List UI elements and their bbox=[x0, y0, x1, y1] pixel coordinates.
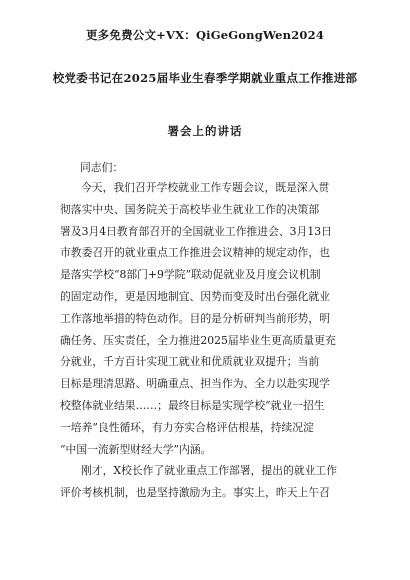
text-line: 彻落实中央、国务院关于高校毕业生就业工作的决策部 bbox=[60, 202, 320, 216]
text-line: 一培养”良性循环，有力夯实合格评估根基，持续况淀 bbox=[60, 420, 314, 434]
document-title-line-1: 校党委书记在2025届毕业生春季学期就业重点工作推进部 bbox=[52, 71, 358, 85]
paragraph-2 bbox=[60, 460, 350, 504]
text-line: 是落实学校“8部门+9学院”联动促就业及月度会议机制 bbox=[60, 268, 321, 282]
text-line: 的固定动作，更是因地制宜、因势而变及时出台强化就业 bbox=[60, 289, 330, 303]
paragraph-1 bbox=[60, 177, 350, 460]
text-line: 确任务、压实责任，全力推进2025届毕业生更高质量更充 bbox=[60, 333, 336, 347]
text-line: 校整体就业结果……；最终目标是实现学校“就业一招生 bbox=[60, 398, 325, 412]
text-line: 目标是理清思路、明确重点、担当作为、全力以赴实现学 bbox=[60, 377, 330, 391]
text-line: 工作落地举措的特色动作。目的是分析研判当前形势，明 bbox=[60, 311, 330, 325]
text-line: 评价考核机制，也是坚持激励为主。事实上，昨天上午召 bbox=[60, 485, 330, 499]
text-line: 今天，我们召开学校就业工作专题会议，既是深入贯 bbox=[81, 181, 330, 194]
salutation: 同志们： bbox=[80, 161, 124, 174]
document-title-line-2: 署会上的讲话 bbox=[167, 124, 243, 138]
text-line: 分就业，千方百计实现工就业和优质就业双提升；当前 bbox=[60, 355, 320, 369]
text-line: 市教委召开的就业重点工作推进会议精神的规定动作，也 bbox=[60, 246, 330, 260]
text-line: “中国一流新型财经大学”内涵。 bbox=[60, 442, 212, 456]
text-line: 署及3月4日教育部召开的全国就业工作推进会、3月13日 bbox=[60, 224, 332, 238]
page-header: 更多免费公文+VX：QiGeGongWen2024 bbox=[85, 28, 325, 42]
text-line: 刚才，X校长作了就业重点工作部署，提出的就业工作 bbox=[81, 464, 338, 477]
